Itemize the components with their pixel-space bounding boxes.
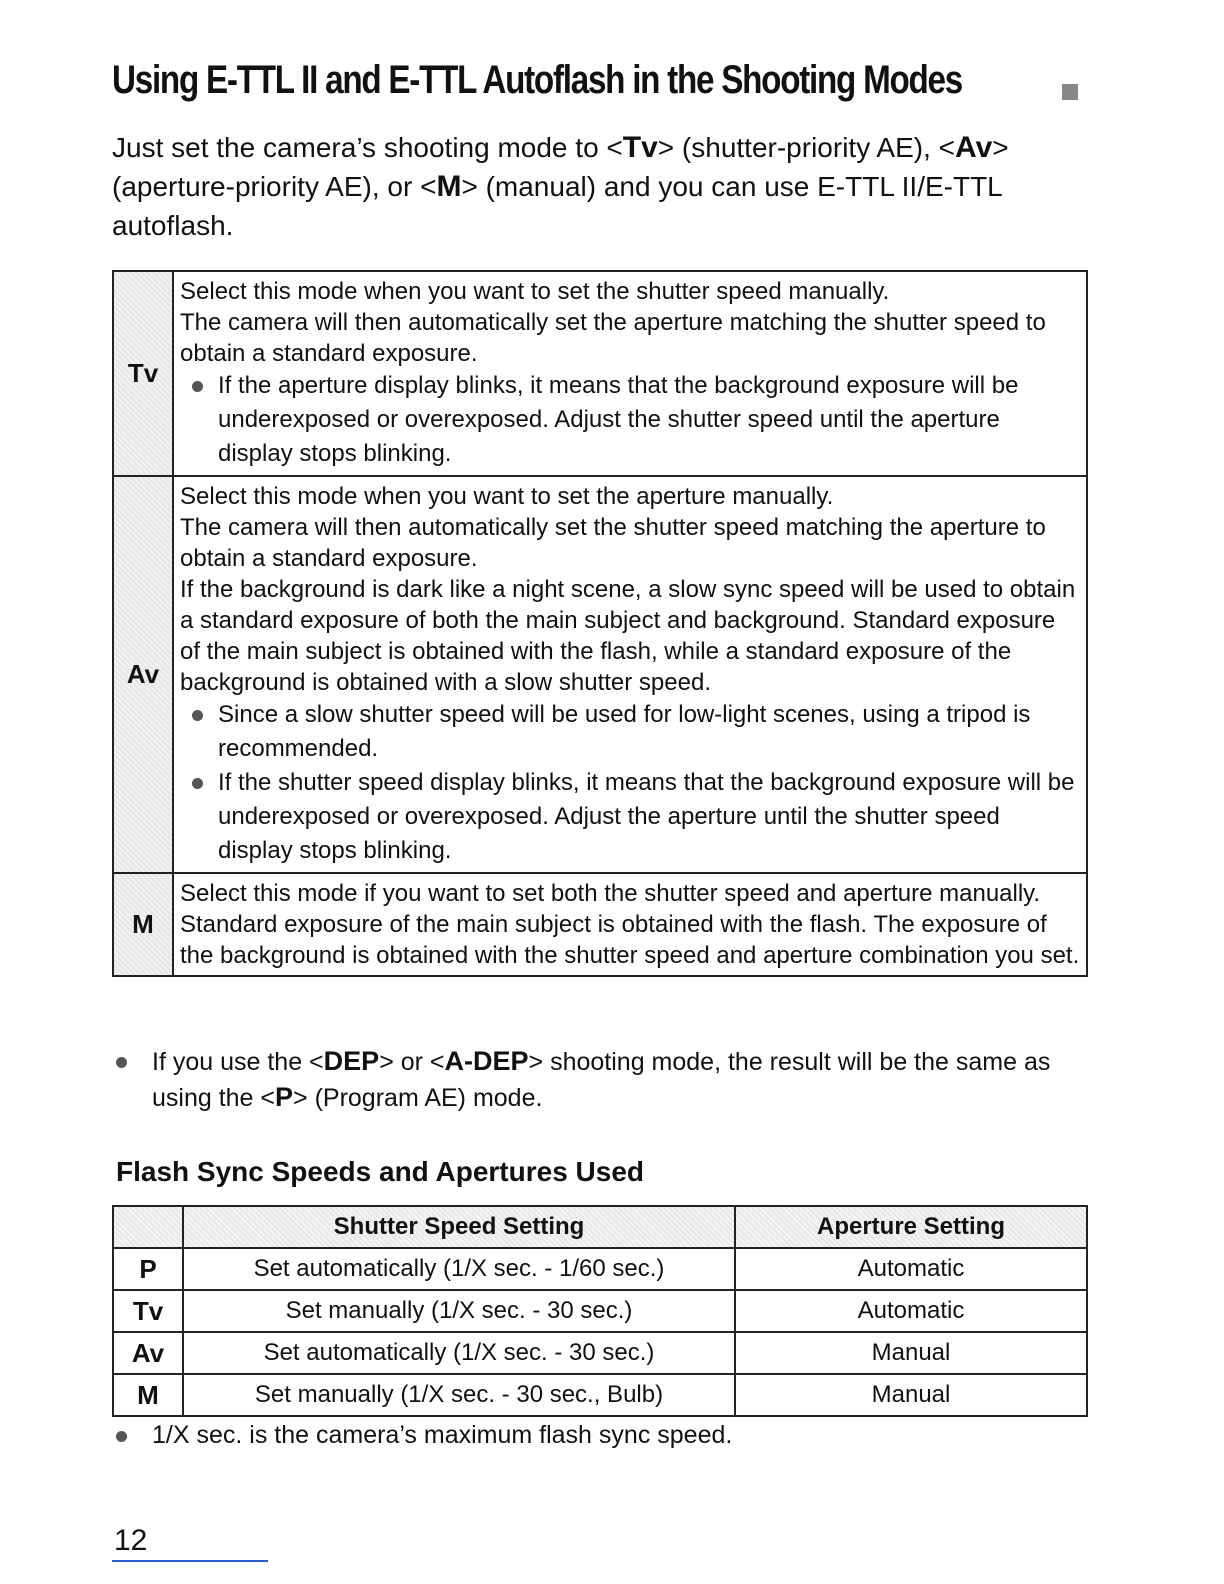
mode-paragraph: If the background is dark like a night scene, a slow sync speed will be used to obtain a standard exposure of both the main subject and background. Standard exposure of the main subject is obtained with the flash, while a standard exposure of the background is obtained with a slow shutter speed. xyxy=(180,576,1076,696)
intro-mode-av: Av xyxy=(955,131,993,164)
mode-bullets xyxy=(180,698,1080,868)
mode-description xyxy=(173,271,1087,476)
sync-note-text: 1/X sec. is the camera’s maximum flash sync speed. xyxy=(152,1421,733,1449)
table-row xyxy=(113,1290,1087,1332)
table-row xyxy=(113,1332,1087,1374)
mode-cell: Av xyxy=(113,1332,183,1374)
table-row xyxy=(113,1248,1087,1290)
mode-label: Tv xyxy=(113,271,173,476)
mode-table xyxy=(112,270,1088,977)
mode-row-av xyxy=(113,476,1087,873)
mode-label: M xyxy=(113,873,173,976)
mode-paragraph: Select this mode when you want to set the aperture manually. xyxy=(180,483,834,510)
page-title: Using E-TTL II and E-TTL Autoflash in the Shooting Modes xyxy=(112,58,962,102)
mode-description xyxy=(173,873,1087,976)
bullet-item: If the shutter speed display blinks, it means that the background exposure will be underexposed or overexposed. Adjust the aperture until the shutter speed display stops blinking. xyxy=(180,766,1080,868)
header-cell-shutter: Shutter Speed Setting xyxy=(183,1206,735,1248)
mode-cell: Tv xyxy=(113,1290,183,1332)
aperture-cell: Automatic xyxy=(735,1248,1087,1290)
note-mode-dep: DEP xyxy=(323,1046,380,1076)
bullet-item: Since a slow shutter speed will be used for low-light scenes, using a tripod is recommended. xyxy=(180,698,1080,766)
header-cell-blank xyxy=(113,1206,183,1248)
mode-row-m xyxy=(113,873,1087,976)
shutter-cell: Set automatically (1/X sec. - 1/60 sec.) xyxy=(183,1248,735,1290)
header-cell-aperture: Aperture Setting xyxy=(735,1206,1087,1248)
aperture-cell: Manual xyxy=(735,1332,1087,1374)
intro-mode-m: M xyxy=(436,170,462,203)
aperture-cell: Automatic xyxy=(735,1290,1087,1332)
shutter-cell: Set automatically (1/X sec. - 30 sec.) xyxy=(183,1332,735,1374)
sync-table xyxy=(112,1205,1088,1417)
dep-note-text xyxy=(152,1044,1092,1116)
bullet-dot-icon xyxy=(116,1057,127,1068)
sync-header-row xyxy=(113,1206,1087,1248)
mode-paragraph: The camera will then automatically set the shutter speed matching the aperture to obtain a standard exposure. xyxy=(180,514,1046,572)
intro-mode-tv: Tv xyxy=(622,131,658,164)
table-row xyxy=(113,1374,1087,1416)
mode-label: Av xyxy=(113,476,173,873)
sync-note xyxy=(112,1418,1092,1453)
aperture-cell: Manual xyxy=(735,1374,1087,1416)
mode-paragraph: Select this mode when you want to set the shutter speed manually. xyxy=(180,278,890,305)
bullet-item: If the aperture display blinks, it means that the background exposure will be underexposed or overexposed. Adjust the shutter speed until the aperture display stops blinking. xyxy=(180,369,1080,471)
mode-cell: P xyxy=(113,1248,183,1290)
bullet-dot-icon xyxy=(116,1431,127,1442)
mode-cell: M xyxy=(113,1374,183,1416)
note-text-3: > shooting mode, the result will be the same as using the < xyxy=(152,1048,1051,1112)
mode-row-tv xyxy=(113,271,1087,476)
shutter-cell: Set manually (1/X sec. - 30 sec., Bulb) xyxy=(183,1374,735,1416)
section-title: Flash Sync Speeds and Apertures Used xyxy=(116,1156,645,1187)
page-number-rule xyxy=(112,1560,268,1562)
title-marker xyxy=(1062,84,1078,100)
mode-paragraph: Select this mode if you want to set both the shutter speed and aperture manually. xyxy=(180,880,1041,907)
page-number: 12 xyxy=(114,1524,148,1557)
note-text-4: > (Program AE) mode. xyxy=(293,1084,543,1112)
intro-text-1: Just set the camera’s shooting mode to < xyxy=(112,132,623,163)
intro-paragraph xyxy=(112,128,1102,245)
mode-paragraph: Standard exposure of the main subject is obtained with the flash. The exposure of the background is obtained with the shutter speed and aperture combination you set. xyxy=(180,911,1080,969)
dep-note xyxy=(112,1044,1092,1116)
note-text-1: If you use the < xyxy=(152,1048,324,1076)
mode-bullets xyxy=(180,369,1080,471)
note-mode-p: P xyxy=(275,1082,294,1112)
mode-description xyxy=(173,476,1087,873)
intro-text-3: > (aperture-priority AE), or < xyxy=(112,132,1009,202)
note-text-2: > or < xyxy=(379,1048,445,1076)
intro-text-4: > (manual) and you can use E-TTL II/E-TTL autoflash. xyxy=(112,171,1002,241)
intro-text-2: > (shutter-priority AE), < xyxy=(657,132,956,163)
shutter-cell: Set manually (1/X sec. - 30 sec.) xyxy=(183,1290,735,1332)
note-mode-adep: A-DEP xyxy=(444,1046,529,1076)
mode-paragraph: The camera will then automatically set the aperture matching the shutter speed to obtain a standard exposure. xyxy=(180,309,1046,367)
